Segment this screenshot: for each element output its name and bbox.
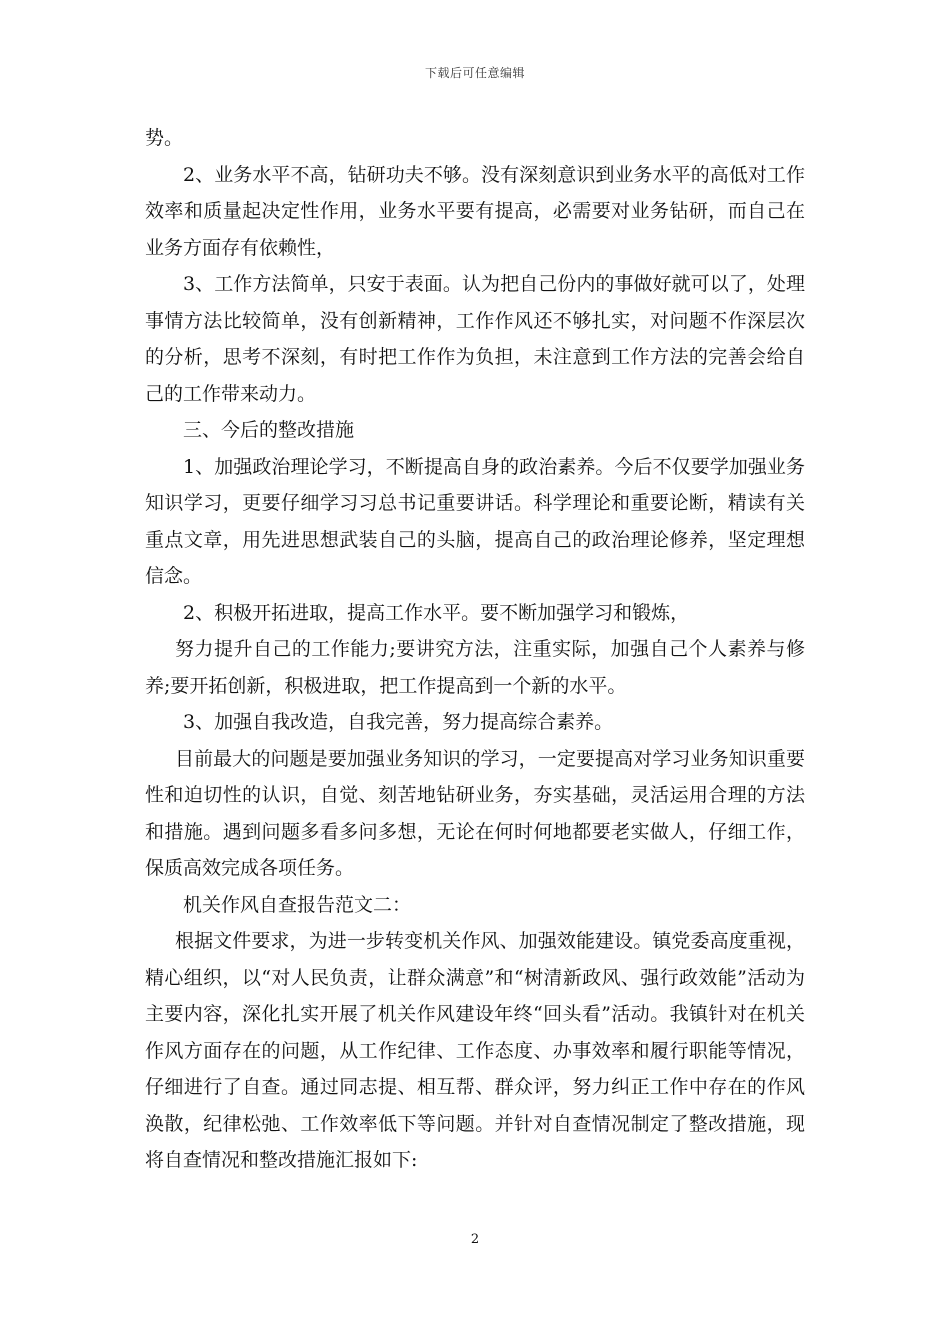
page-header: 下载后可任意编辑 <box>424 66 525 80</box>
paragraph: 3、工作方法简单，只安于表面。认为把自己份内的事做好就可以了，处理事情方法比较简单，没有创新精神，工作作风还不够扎实，对问题不作深层次的分析，思考不深刻，有时把工作作为负担，未注意到工作方法的完善会给自己的工作带来动力。 <box>145 273 805 405</box>
paragraph: 2、积极开拓进取，提高工作水平。要不断加强学习和锻炼， <box>183 601 690 624</box>
page-number: 2 <box>470 1232 480 1247</box>
section-heading: 机关作风自查报告范文二： <box>183 893 412 916</box>
paragraph: 势。 <box>145 127 184 149</box>
paragraph: 努力提升自己的工作能力;要讲究方法，注重实际，加强自己个人素养与修养;要开拓创新，积极进取，把工作提高到一个新的水平。 <box>145 638 805 697</box>
paragraph: 3、加强自我改造，自我完善，努力提高综合素养。 <box>183 711 614 733</box>
section-heading: 三、今后的整改措施 <box>183 419 355 441</box>
paragraph: 目前最大的问题是要加强业务知识的学习，一定要提高对学习业务知识重要性和迫切性的认识，自觉、刻苦地钻研业务，夯实基础，灵活运用合理的方法和措施。遇到问题多看多问多想，无论在何时何地都要老实做人，仔细工作，保质高效完成各项任务。 <box>145 747 805 879</box>
paragraph: 2、业务水平不高，钻研功夫不够。没有深刻意识到业务水平的高低对工作效率和质量起决定性作用，业务水平要有提高，必需要对业务钻研，而自己在业务方面存有依赖性， <box>145 163 805 259</box>
document-body <box>145 120 805 1179</box>
paragraph: 根据文件要求，为进一步转变机关作风、加强效能建设。镇党委高度重视，精心组织，以“对人民负责，让群众满意”和“树清新政风、强行政效能”活动为主要内容，深化扎实开展了机关作风建设年终“回头看”活动。我镇针对在机关作风方面存在的问题，从工作纪律、工作态度、办事效率和履行职能等情况，仔细进行了自查。通过同志提、相互帮、群众评，努力纠正工作中存在的作风涣散，纪律松弛、工作效率低下等问题。并针对自查情况制定了整改措施，现将自查情况和整改措施汇报如下: <box>145 930 805 1171</box>
paragraph: 1、加强政治理论学习，不断提高自身的政治素养。今后不仅要学加强业务知识学习，更要仔细学习习总书记重要讲话。科学理论和重要论断，精读有关重点文章，用先进思想武装自己的头脑，提高自己的政治理论修养，坚定理想信念。 <box>145 455 805 587</box>
